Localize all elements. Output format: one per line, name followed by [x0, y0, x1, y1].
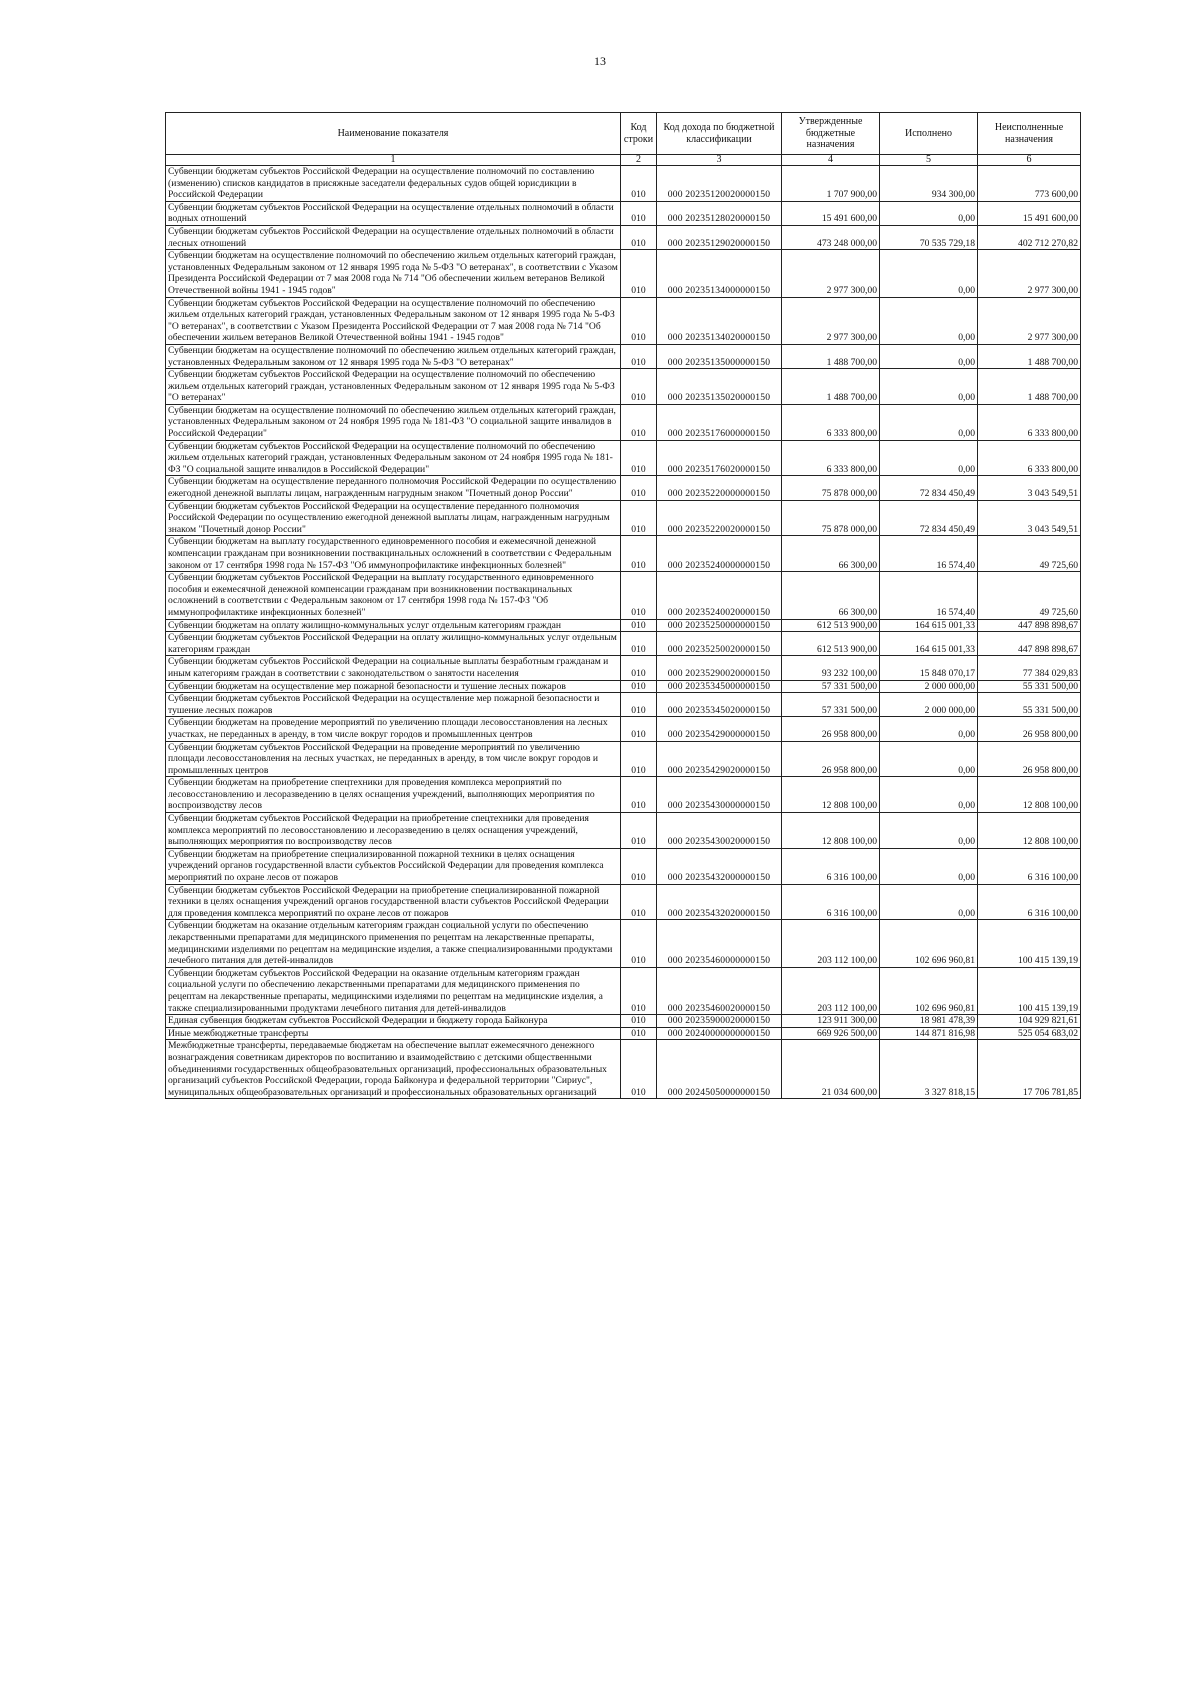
row-executed: 16 574,40 — [880, 536, 978, 572]
row-executed: 0,00 — [880, 717, 978, 741]
row-income-code: 000 20235345000000150 — [657, 680, 782, 693]
row-line-code: 010 — [621, 920, 657, 967]
row-income-code: 000 20235430000000150 — [657, 777, 782, 813]
row-executed: 15 848 070,17 — [880, 656, 978, 680]
row-name: Субвенции бюджетам на оказание отдельным категориям граждан социальной услуги по обеспечению лекарственными препаратами для медицинского применения по рецептам на лекарственные препараты, медицинскими изделиями по рецептам на медицинские изделия, а также специализированными продуктами лечебного питания для детей-инвалидов — [166, 920, 621, 967]
row-income-code: 000 20235134020000150 — [657, 297, 782, 344]
row-income-code: 000 20235432000000150 — [657, 848, 782, 884]
row-executed: 0,00 — [880, 848, 978, 884]
row-line-code: 010 — [621, 344, 657, 368]
row-unexecuted: 6 333 800,00 — [978, 404, 1081, 440]
row-line-code: 010 — [621, 884, 657, 920]
row-income-code: 000 20235460020000150 — [657, 967, 782, 1014]
row-name: Субвенции бюджетам на проведение мероприятий по увеличению площади лесовосстановления на лесных участках, не переданных в аренду, в том числе вокруг городов и промышленных центров — [166, 717, 621, 741]
row-line-code: 010 — [621, 201, 657, 225]
row-approved: 15 491 600,00 — [782, 201, 880, 225]
row-approved: 75 878 000,00 — [782, 476, 880, 500]
row-name: Субвенции бюджетам субъектов Российской Федерации на осуществление мер пожарной безопасности и тушение лесных пожаров — [166, 693, 621, 717]
row-executed: 164 615 001,33 — [880, 632, 978, 656]
row-executed: 3 327 818,15 — [880, 1040, 978, 1099]
row-unexecuted: 26 958 800,00 — [978, 741, 1081, 777]
row-income-code: 000 20245050000000150 — [657, 1040, 782, 1099]
row-executed: 0,00 — [880, 440, 978, 476]
row-unexecuted: 49 725,60 — [978, 536, 1081, 572]
header-unexecuted: Неисполненные назначения — [978, 113, 1081, 155]
row-income-code: 000 20235129020000150 — [657, 225, 782, 249]
row-name: Субвенции бюджетам субъектов Российской Федерации на выплату государственного единовременного пособия и ежемесячной денежной компенсации гражданам при возникновении поствакцинальных осложнений в соответствии с Федеральным законом от 17 сентября 1998 года № 157-ФЗ "Об иммунопрофилактике инфекционных болезней" — [166, 572, 621, 619]
row-approved: 203 112 100,00 — [782, 967, 880, 1014]
header-approved: Утвержденные бюджетные назначения — [782, 113, 880, 155]
table-row — [166, 536, 1081, 572]
row-unexecuted: 77 384 029,83 — [978, 656, 1081, 680]
row-name: Субвенции бюджетам на приобретение специализированной пожарной техники в целях оснащения учреждений органов государственной власти субъектов Российской Федерации для проведения комплекса мероприятий по охране лесов от пожаров — [166, 848, 621, 884]
budget-report-table — [165, 112, 1081, 1099]
row-approved: 1 707 900,00 — [782, 166, 880, 202]
row-name: Субвенции бюджетам субъектов Российской Федерации на социальные выплаты безработным гражданам и иным категориям граждан в соответствии с законодательством о занятости населения — [166, 656, 621, 680]
row-income-code: 000 20235128020000150 — [657, 201, 782, 225]
row-unexecuted: 15 491 600,00 — [978, 201, 1081, 225]
row-line-code: 010 — [621, 250, 657, 297]
row-unexecuted: 55 331 500,00 — [978, 693, 1081, 717]
row-line-code: 010 — [621, 476, 657, 500]
row-name: Субвенции бюджетам субъектов Российской Федерации на осуществление полномочий по составлению (изменению) списков кандидатов в присяжные заседатели федеральных судов общей юрисдикции в Российской Федерации — [166, 166, 621, 202]
row-unexecuted: 773 600,00 — [978, 166, 1081, 202]
row-approved: 26 958 800,00 — [782, 717, 880, 741]
row-line-code: 010 — [621, 777, 657, 813]
table-row — [166, 813, 1081, 849]
table-row — [166, 440, 1081, 476]
row-approved: 21 034 600,00 — [782, 1040, 880, 1099]
table-row — [166, 680, 1081, 693]
row-income-code: 000 20235250000000150 — [657, 619, 782, 632]
row-line-code: 010 — [621, 1027, 657, 1040]
row-approved: 123 911 300,00 — [782, 1015, 880, 1028]
column-number: 1 — [166, 155, 621, 166]
row-executed: 0,00 — [880, 777, 978, 813]
header-income-code: Код дохода по бюджетной классификации — [657, 113, 782, 155]
row-executed: 0,00 — [880, 404, 978, 440]
row-unexecuted: 6 333 800,00 — [978, 440, 1081, 476]
table-row — [166, 632, 1081, 656]
row-executed: 0,00 — [880, 813, 978, 849]
row-executed: 102 696 960,81 — [880, 920, 978, 967]
row-approved: 57 331 500,00 — [782, 680, 880, 693]
row-income-code: 000 20235430020000150 — [657, 813, 782, 849]
row-line-code: 010 — [621, 741, 657, 777]
row-unexecuted: 100 415 139,19 — [978, 967, 1081, 1014]
row-approved: 66 300,00 — [782, 536, 880, 572]
row-executed: 164 615 001,33 — [880, 619, 978, 632]
row-executed: 934 300,00 — [880, 166, 978, 202]
row-income-code: 000 20235429000000150 — [657, 717, 782, 741]
column-number: 4 — [782, 155, 880, 166]
table-row — [166, 572, 1081, 619]
table-row — [166, 619, 1081, 632]
row-unexecuted: 402 712 270,82 — [978, 225, 1081, 249]
row-unexecuted: 100 415 139,19 — [978, 920, 1081, 967]
row-name: Единая субвенция бюджетам субъектов Российской Федерации и бюджету города Байконура — [166, 1015, 621, 1028]
row-approved: 203 112 100,00 — [782, 920, 880, 967]
row-name: Субвенции бюджетам субъектов Российской Федерации на приобретение спецтехники для проведения комплекса мероприятий по лесовосстановлению и лесоразведению в целях оснащения учреждений, выполняющих мероприятия по воспроизводству лесов — [166, 813, 621, 849]
row-name: Иные межбюджетные трансферты — [166, 1027, 621, 1040]
row-executed: 0,00 — [880, 741, 978, 777]
row-approved: 6 333 800,00 — [782, 404, 880, 440]
table-row — [166, 656, 1081, 680]
row-name: Субвенции бюджетам на оплату жилищно-коммунальных услуг отдельным категориям граждан — [166, 619, 621, 632]
row-line-code: 010 — [621, 500, 657, 536]
row-line-code: 010 — [621, 572, 657, 619]
row-unexecuted: 447 898 898,67 — [978, 619, 1081, 632]
row-line-code: 010 — [621, 693, 657, 717]
row-executed: 72 834 450,49 — [880, 476, 978, 500]
column-number: 5 — [880, 155, 978, 166]
row-executed: 0,00 — [880, 201, 978, 225]
table-row — [166, 741, 1081, 777]
header-line-code: Код строки — [621, 113, 657, 155]
row-unexecuted: 55 331 500,00 — [978, 680, 1081, 693]
row-line-code: 010 — [621, 1015, 657, 1028]
row-executed: 2 000 000,00 — [880, 693, 978, 717]
table-row — [166, 717, 1081, 741]
row-name: Субвенции бюджетам на осуществление полномочий по обеспечению жильем отдельных категорий граждан, установленных Федеральным законом от 12 января 1995 года № 5-ФЗ "О ветеранах", в соответствии с Указом Президента Российской Федерации от 7 мая 2008 года № 714 "Об обеспечении жильем ветеранов Великой Отечественной войны 1941 - 1945 годов" — [166, 250, 621, 297]
row-unexecuted: 17 706 781,85 — [978, 1040, 1081, 1099]
row-executed: 0,00 — [880, 369, 978, 405]
row-line-code: 010 — [621, 619, 657, 632]
row-line-code: 010 — [621, 369, 657, 405]
row-line-code: 010 — [621, 967, 657, 1014]
row-executed: 0,00 — [880, 344, 978, 368]
row-executed: 18 981 478,39 — [880, 1015, 978, 1028]
row-approved: 473 248 000,00 — [782, 225, 880, 249]
row-approved: 1 488 700,00 — [782, 369, 880, 405]
row-name: Субвенции бюджетам субъектов Российской Федерации на оказание отдельным категориям граждан социальной услуги по обеспечению лекарственными препаратами для медицинского применения по рецептам на лекарственные препараты, медицинскими изделиями по рецептам на медицинские изделия, а также специализированными продуктами лечебного питания для детей-инвалидов — [166, 967, 621, 1014]
row-line-code: 010 — [621, 404, 657, 440]
row-name: Субвенции бюджетам субъектов Российской Федерации на осуществление отдельных полномочий в области водных отношений — [166, 201, 621, 225]
row-approved: 1 488 700,00 — [782, 344, 880, 368]
row-income-code: 000 20235220020000150 — [657, 500, 782, 536]
row-unexecuted: 525 054 683,02 — [978, 1027, 1081, 1040]
table-row — [166, 884, 1081, 920]
header-name: Наименование показателя — [166, 113, 621, 155]
row-unexecuted: 3 043 549,51 — [978, 476, 1081, 500]
row-line-code: 010 — [621, 1040, 657, 1099]
table-row — [166, 404, 1081, 440]
row-income-code: 000 20235290020000150 — [657, 656, 782, 680]
row-name: Субвенции бюджетам субъектов Российской Федерации на оплату жилищно-коммунальных услуг отдельным категориям граждан — [166, 632, 621, 656]
header-row — [166, 113, 1081, 155]
row-executed: 2 000 000,00 — [880, 680, 978, 693]
row-line-code: 010 — [621, 632, 657, 656]
row-approved: 612 513 900,00 — [782, 619, 880, 632]
table-row — [166, 693, 1081, 717]
row-income-code: 000 20235220000000150 — [657, 476, 782, 500]
row-line-code: 010 — [621, 680, 657, 693]
table-row — [166, 297, 1081, 344]
row-name: Субвенции бюджетам субъектов Российской Федерации на осуществление полномочий по обеспечению жильем отдельных категорий граждан, установленных Федеральным законом от 12 января 1995 года № 5-ФЗ "О ветеранах" — [166, 369, 621, 405]
row-line-code: 010 — [621, 717, 657, 741]
row-income-code: 000 20235120020000150 — [657, 166, 782, 202]
row-income-code: 000 20235240000000150 — [657, 536, 782, 572]
row-name: Субвенции бюджетам субъектов Российской Федерации на осуществление полномочий по обеспечению жильем отдельных категорий граждан, установленных Федеральным законом от 12 января 1995 года № 5-ФЗ "О ветеранах", в соответствии с Указом Президента Российской Федерации от 7 мая 2008 года № 714 "Об обеспечении жильем ветеранов Великой Отечественной войны 1941 - 1945 годов" — [166, 297, 621, 344]
row-income-code: 000 20235460000000150 — [657, 920, 782, 967]
table-body — [166, 166, 1081, 1099]
table-row — [166, 476, 1081, 500]
row-income-code: 000 20235135000000150 — [657, 344, 782, 368]
header-executed: Исполнено — [880, 113, 978, 155]
row-approved: 26 958 800,00 — [782, 741, 880, 777]
row-executed: 102 696 960,81 — [880, 967, 978, 1014]
row-name: Субвенции бюджетам субъектов Российской Федерации на приобретение специализированной пожарной техники в целях оснащения учреждений органов государственной власти субъектов Российской Федерации для проведения комплекса мероприятий по охране лесов от пожаров — [166, 884, 621, 920]
row-line-code: 010 — [621, 297, 657, 344]
row-name: Субвенции бюджетам субъектов Российской Федерации на осуществление переданного полномочия Российской Федерации по осуществлению ежегодной денежной выплаты лицам, награжденным нагрудным знаком "Почетный донор России" — [166, 500, 621, 536]
row-unexecuted: 2 977 300,00 — [978, 250, 1081, 297]
row-income-code: 000 20240000000000150 — [657, 1027, 782, 1040]
row-income-code: 000 20235345020000150 — [657, 693, 782, 717]
row-approved: 12 808 100,00 — [782, 777, 880, 813]
row-unexecuted: 6 316 100,00 — [978, 884, 1081, 920]
column-number: 2 — [621, 155, 657, 166]
row-approved: 6 333 800,00 — [782, 440, 880, 476]
row-line-code: 010 — [621, 225, 657, 249]
row-line-code: 010 — [621, 166, 657, 202]
table-row — [166, 369, 1081, 405]
row-executed: 16 574,40 — [880, 572, 978, 619]
row-line-code: 010 — [621, 536, 657, 572]
row-approved: 6 316 100,00 — [782, 884, 880, 920]
row-approved: 66 300,00 — [782, 572, 880, 619]
column-number: 6 — [978, 155, 1081, 166]
row-approved: 57 331 500,00 — [782, 693, 880, 717]
row-income-code: 000 20235900020000150 — [657, 1015, 782, 1028]
row-unexecuted: 1 488 700,00 — [978, 344, 1081, 368]
table-row — [166, 1027, 1081, 1040]
row-unexecuted: 12 808 100,00 — [978, 813, 1081, 849]
row-unexecuted: 6 316 100,00 — [978, 848, 1081, 884]
row-unexecuted: 3 043 549,51 — [978, 500, 1081, 536]
row-income-code: 000 20235240020000150 — [657, 572, 782, 619]
row-unexecuted: 1 488 700,00 — [978, 369, 1081, 405]
row-income-code: 000 20235135020000150 — [657, 369, 782, 405]
row-income-code: 000 20235134000000150 — [657, 250, 782, 297]
row-name: Субвенции бюджетам на осуществление мер пожарной безопасности и тушение лесных пожаров — [166, 680, 621, 693]
row-income-code: 000 20235429020000150 — [657, 741, 782, 777]
row-approved: 6 316 100,00 — [782, 848, 880, 884]
row-income-code: 000 20235250020000150 — [657, 632, 782, 656]
table-row — [166, 225, 1081, 249]
row-unexecuted: 447 898 898,67 — [978, 632, 1081, 656]
row-name: Субвенции бюджетам на осуществление переданного полномочия Российской Федерации по осуществлению ежегодной денежной выплаты лицам, награжденным нагрудным знаком "Почетный донор России" — [166, 476, 621, 500]
row-income-code: 000 20235176020000150 — [657, 440, 782, 476]
row-approved: 669 926 500,00 — [782, 1027, 880, 1040]
table-row — [166, 920, 1081, 967]
table-row — [166, 500, 1081, 536]
row-name: Субвенции бюджетам на выплату государственного единовременного пособия и ежемесячной денежной компенсации гражданам при возникновении поствакцинальных осложнений в соответствии с Федеральным законом от 17 сентября 1998 года № 157-ФЗ "Об иммунопрофилактике инфекционных болезней" — [166, 536, 621, 572]
row-unexecuted: 104 929 821,61 — [978, 1015, 1081, 1028]
row-approved: 612 513 900,00 — [782, 632, 880, 656]
row-approved: 12 808 100,00 — [782, 813, 880, 849]
row-line-code: 010 — [621, 848, 657, 884]
row-name: Субвенции бюджетам на осуществление полномочий по обеспечению жильем отдельных категорий граждан, установленных Федеральным законом от 24 ноября 1995 года № 181-ФЗ "О социальной защите инвалидов в Российской Федерации" — [166, 404, 621, 440]
row-executed: 70 535 729,18 — [880, 225, 978, 249]
column-number-row — [166, 155, 1081, 166]
row-name: Субвенции бюджетам субъектов Российской Федерации на проведение мероприятий по увеличению площади лесовосстановления на лесных участках, не переданных в аренду, в том числе вокруг городов и промышленных центров — [166, 741, 621, 777]
row-executed: 72 834 450,49 — [880, 500, 978, 536]
row-line-code: 010 — [621, 813, 657, 849]
row-unexecuted: 12 808 100,00 — [978, 777, 1081, 813]
row-approved: 93 232 100,00 — [782, 656, 880, 680]
row-income-code: 000 20235432020000150 — [657, 884, 782, 920]
table-row — [166, 201, 1081, 225]
row-unexecuted: 49 725,60 — [978, 572, 1081, 619]
row-executed: 0,00 — [880, 884, 978, 920]
row-name: Субвенции бюджетам на осуществление полномочий по обеспечению жильем отдельных категорий граждан, установленных Федеральным законом от 12 января 1995 года № 5-ФЗ "О ветеранах" — [166, 344, 621, 368]
row-approved: 2 977 300,00 — [782, 297, 880, 344]
row-executed: 0,00 — [880, 250, 978, 297]
table-row — [166, 1015, 1081, 1028]
row-executed: 144 871 816,98 — [880, 1027, 978, 1040]
row-name: Субвенции бюджетам субъектов Российской Федерации на осуществление полномочий по обеспечению жильем отдельных категорий граждан, установленных Федеральным законом от 24 ноября 1995 года № 181-ФЗ "О социальной защите инвалидов в Российской Федерации" — [166, 440, 621, 476]
row-income-code: 000 20235176000000150 — [657, 404, 782, 440]
table-row — [166, 1040, 1081, 1099]
row-executed: 0,00 — [880, 297, 978, 344]
table-row — [166, 848, 1081, 884]
row-line-code: 010 — [621, 440, 657, 476]
table-row — [166, 777, 1081, 813]
table-row — [166, 967, 1081, 1014]
row-approved: 75 878 000,00 — [782, 500, 880, 536]
row-approved: 2 977 300,00 — [782, 250, 880, 297]
row-name: Субвенции бюджетам на приобретение спецтехники для проведения комплекса мероприятий по лесовосстановлению и лесоразведению в целях оснащения учреждений, выполняющих мероприятия по воспроизводству лесов — [166, 777, 621, 813]
table-row — [166, 250, 1081, 297]
column-number: 3 — [657, 155, 782, 166]
table-row — [166, 344, 1081, 368]
row-unexecuted: 2 977 300,00 — [978, 297, 1081, 344]
row-unexecuted: 26 958 800,00 — [978, 717, 1081, 741]
row-name: Межбюджетные трансферты, передаваемые бюджетам на обеспечение выплат ежемесячного денежного вознаграждения советникам директоров по воспитанию и взаимодействию с детскими общественными объединениями государственных общеобразовательных организаций, профессиональных образовательных организаций субъектов Российской Федерации, города Байконура и федеральной территории "Сириус", муниципальных общеобразовательных организаций и профессиональных образовательных организаций — [166, 1040, 621, 1099]
page-number: 13 — [594, 54, 606, 68]
table-row — [166, 166, 1081, 202]
row-line-code: 010 — [621, 656, 657, 680]
row-name: Субвенции бюджетам субъектов Российской Федерации на осуществление отдельных полномочий в области лесных отношений — [166, 225, 621, 249]
